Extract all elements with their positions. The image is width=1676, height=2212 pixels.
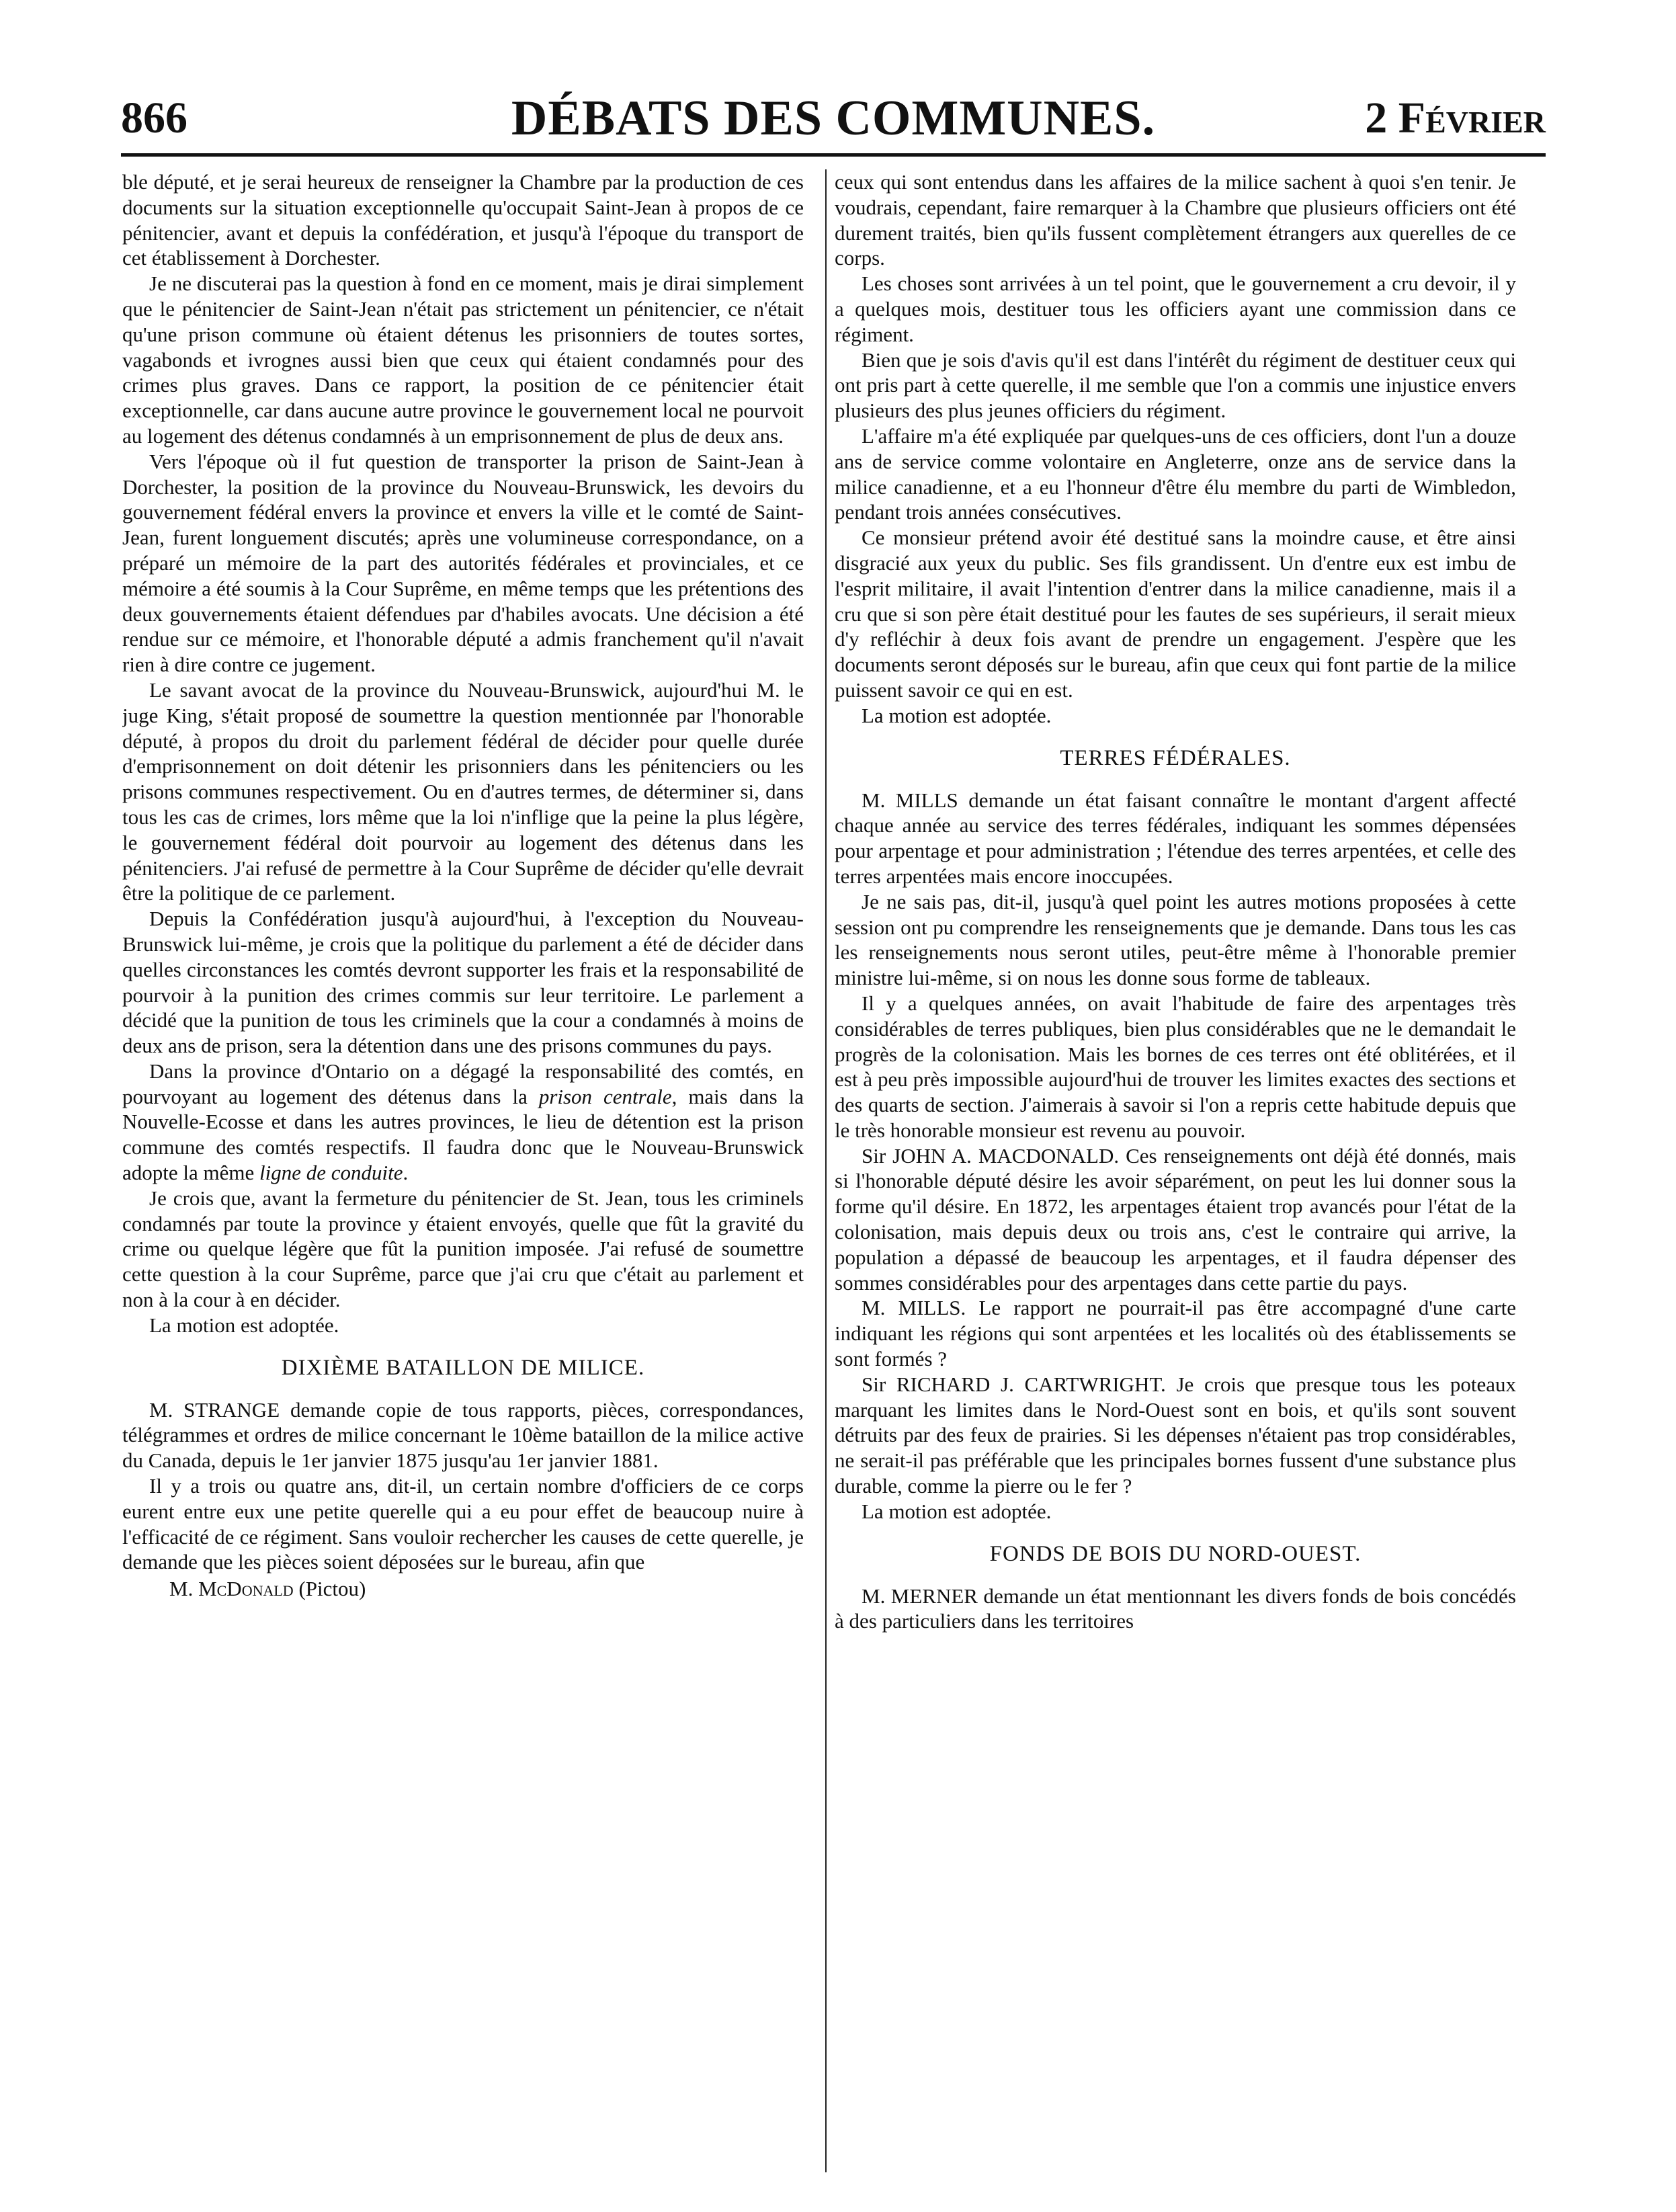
paragraph bbox=[122, 1397, 804, 1473]
italic-text: prison centrale bbox=[538, 1084, 672, 1108]
speaker-name: M. MERNER bbox=[862, 1584, 978, 1608]
paragraph bbox=[835, 1295, 1516, 1371]
text-run: demande un état mentionnant les divers fonds de bois concédés à des particuliers dans les territoires bbox=[835, 1584, 1516, 1633]
speaker-name: Sir JOHN A. MACDONALD. bbox=[862, 1143, 1120, 1168]
text-run: demande un état faisant connaître le montant d'argent affecté chaque année au service des terres fédérales, indiquant les sommes dépensées pour arpentage et pour administration ; l'étendue des terres arpentées, et celle des terres arpentées mais encore inoccupées. bbox=[835, 788, 1516, 888]
text-run: Je crois que presque tous les poteaux marquant les limites dans le Nord-Ouest sont en bois, et qu'ils sont souvent détruits par des feux de prairies. Si les dépenses n'étaient pas trop considérables, ne serait-il pas préférable que les principales bornes fussent d'une substance plus durable, comme la pierre ou le fer ? bbox=[835, 1372, 1516, 1498]
motion-adopted: La motion est adoptée. bbox=[862, 703, 1052, 727]
speaker-name: Sir RICHARD J. CARTWRIGHT. bbox=[862, 1372, 1166, 1396]
paragraph: ceux qui sont entendus dans les affaires de la milice sachent à quoi s'en tenir. Je voudrais, cependant, faire remarquer à la Chambre que plusieurs officiers ont été durement traités, bien qu'ils fussent complètement étrangers aux querelles de ce corps. bbox=[835, 170, 1516, 270]
paragraph: Vers l'époque où il fut question de transporter la prison de Saint-Jean à Dorchester, la position de la province du Nouveau-Brunswick, les devoirs du gouvernement fédéral envers la province et envers la ville et le comté de Saint-Jean, furent longuement discutés; après une volumineuse correspondance, on a préparé un mémoire de la part des autorités fédérales et provinciales, et ce mémoire a été soumis à la Cour Suprême, en même temps que les prétentions des deux gouvernements étaient défendues par d'habiles avocats. Une décision a été rendue sur ce mémoire, et l'honorable député a admis franchement qu'il n'avait rien à dire contre ce jugement. bbox=[122, 449, 804, 677]
speaker-name: M. STRANGE bbox=[149, 1397, 280, 1422]
paragraph: Ce monsieur prétend avoir été destitué sans la moindre cause, et être ainsi disgracié aux yeux du public. Ses fils grandissent. Un d'entre eux est imbu de l'esprit militaire, il avait l'intention d'entrer dans la milice canadienne, mais il a cru que si son père était destitué pour les fautes de ses supérieurs, il serait mieux d'y refléchir à deux fois avant de prendre un engagement. J'espère que les documents seront déposés sur le bureau, afin que ceux qui font partie de la milice puissent savoir ce qui en est. bbox=[835, 526, 1516, 702]
paragraph: Je ne discuterai pas la question à fond en ce moment, mais je dirai simplement que le pénitencier de Saint-Jean n'était pas strictement un pénitencier, ce n'était qu'une prison commune où étaient détenus les prisonniers de toutes sortes, vagabonds et ivrognes aussi bien que ceux qui étaient condamnés pour des crimes plus graves. Dans ce rapport, la position de ce pénitencier était exceptionnelle, car dans aucune autre province le gouvernement local ne pourvoit au logement des détenus condamnés à un emprisonnement de plus de deux ans. bbox=[122, 272, 804, 448]
motion-adopted: La motion est adoptée. bbox=[149, 1313, 339, 1337]
paragraph: Je crois que, avant la fermeture du pénitencier de St. Jean, tous les criminels condamnés par toute la province y étaient envoyés, quelle que fût la gravité du crime ou quelque légère que fût la punition imposée. J'ai refusé de soumettre cette question à la cour Suprême, parce que j'ai cru que c'était au parlement et non à la cour à en décider. bbox=[122, 1186, 804, 1312]
section-heading: TERRES FÉDÉRALES. bbox=[1060, 745, 1291, 770]
paragraph: Le savant avocat de la province du Nouveau-Brunswick, aujourd'hui M. le juge King, s'était proposé de soumettre la question mentionnée par l'honorable député, à propos du droit du parlement fédéral de décider pour quelle durée d'emprisonnement on doit détenir les prisonniers dans les pénitenciers ou les prisons communes respectivement. Ou en d'autres termes, de déterminer si, dans tous les cas de crimes, lors même que la loi n'inflige que la peine la plus légère, le gouvernement fédéral doit pourvoir au logement des détenus dans les pénitenciers. J'ai refusé de permettre à la Cour Suprême de décider qu'elle devrait être la politique de ce parlement. bbox=[122, 678, 804, 905]
speaker-name: M. McDonald bbox=[169, 1577, 294, 1601]
paragraph bbox=[835, 1584, 1516, 1635]
right-column bbox=[835, 169, 1516, 2179]
speaker-line bbox=[169, 1576, 804, 1602]
paragraph: Bien que je sois d'avis qu'il est dans l'intérêt du régiment de destituer ceux qui ont pris part à cette querelle, il me semble que l'on a commis une injustice envers plusieurs des plus jeunes officiers du régiment. bbox=[835, 347, 1516, 423]
text-run: Ces renseignements ont déjà été donnés, mais si l'honorable député désire les avoir séparément, on peut les lui donner sous la forme qu'il désire. En 1872, les arpentages étaient trop avancés pour l'état de la colonisation, mais depuis deux ou trois ans, c'est le contraire qui arrive, la population a dépassé de beaucoup les arpentages, et il faudra dépenser des sommes considérables pour des arpentages dans cette partie du pays. bbox=[835, 1143, 1516, 1295]
column-divider bbox=[825, 169, 827, 2172]
paragraph bbox=[835, 1372, 1516, 1499]
paragraph: Je ne sais pas, dit-il, jusqu'à quel point les autres motions proposées à cette session ont pu comprendre les renseignements que je demande. Dans tous les cas les renseignements nous seront utiles, peut-être même à l'honorable premier ministre lui-même, si on nous les donne sous forme de tableaux. bbox=[835, 889, 1516, 990]
page-header bbox=[121, 86, 1546, 151]
text-run: . bbox=[403, 1161, 409, 1185]
text-run: demande copie de tous rapports, pièces, correspondances, télégrammes et ordres de milice concernant le 10ème bataillon de la milice active du Canada, depuis le 1er janvier 1875 jusqu'au 1er janvier 1881. bbox=[122, 1397, 804, 1473]
text-run: , mais dans la Nouvelle-Ecosse et dans les autres provinces, le lieu de détention est la prison commune des comtés respectifs. Il faudra donc que le Nouveau-Brunswick adopte la même bbox=[122, 1084, 804, 1185]
paragraph: Il y a quelques années, on avait l'habitude de faire des arpentages très considérables de terres publiques, bien plus considérables que ne le demandait le progrès de la colonisation. Mais les bornes de ces terres ont été oblitérées, et il est à peu près impossible aujourd'hui de trouver les limites exactes des sections et des quarts de section. J'aimerais à savoir si l'on a repris cette habitude depuis que le très honorable monsieur est revenu au pouvoir. bbox=[835, 991, 1516, 1142]
page-date: 2 Février bbox=[1365, 93, 1546, 142]
speaker-name: M. MILLS. bbox=[862, 1296, 966, 1320]
paragraph bbox=[835, 788, 1516, 889]
paragraph: Depuis la Confédération jusqu'à aujourd'hui, à l'exception du Nouveau-Brunswick lui-même, je crois que la politique du parlement a été de décider dans quelles circonstances les comtés devront supporter les frais et la responsabilité de pourvoir à la punition des crimes commis sur leur territoire. Le parlement a décidé que la punition de tous les criminels que la cour a condamnés à moins de deux ans de prison, sera la détention dans une des prisons communes du pays. bbox=[122, 907, 804, 1058]
section-heading: FONDS DE BOIS DU NORD-OUEST. bbox=[989, 1541, 1361, 1566]
section-heading: DIXIÈME BATAILLON DE MILICE. bbox=[281, 1355, 645, 1380]
paragraph bbox=[122, 1059, 804, 1186]
paragraph: Les choses sont arrivées à un tel point, que le gouvernement a cru devoir, il y a quelques mois, destituer tous les officiers ayant une commission dans ce régiment. bbox=[835, 272, 1516, 346]
italic-text: ligne de conduite bbox=[259, 1161, 403, 1185]
text-run: Dans la province d'Ontario on a dégagé la responsabilité des comtés, en pourvoyant au logement des détenus dans la bbox=[122, 1059, 804, 1108]
text-run: (Pictou) bbox=[293, 1577, 366, 1601]
paragraph bbox=[835, 1143, 1516, 1296]
motion-adopted: La motion est adoptée. bbox=[862, 1499, 1052, 1523]
page-title: DÉBATS DES COMMUNES. bbox=[511, 91, 1156, 146]
speaker-name: M. MILLS bbox=[862, 788, 958, 812]
paragraph: L'affaire m'a été expliquée par quelques-uns de ces officiers, dont l'un a douze ans de service comme volontaire en Angleterre, onze ans de service dans la milice canadienne, et a eu l'honneur d'être élu membre du parti de Wimbledon, pendant trois années consécutives. bbox=[835, 423, 1516, 524]
left-column bbox=[122, 169, 804, 2179]
text-run: Le rapport ne pourrait-il pas être accompagné d'une carte indiquant les régions qui sont arpentées et les localités où des établissements se sont formés ? bbox=[835, 1296, 1516, 1371]
header-rule bbox=[121, 153, 1546, 157]
paragraph: Il y a trois ou quatre ans, dit-il, un certain nombre d'officiers de ce corps eurent entre eux une petite querelle qui a eu pour effet de beaucoup nuire à l'efficacité de ce régiment. Sans vouloir rechercher les causes de cette querelle, je demande que les pièces soient déposées sur le bureau, afin que bbox=[122, 1474, 804, 1574]
paragraph: ble député, et je serai heureux de renseigner la Chambre par la production de ces documents sur la situation exceptionnelle qu'occupait Saint-Jean à propos de ce pénitencier, avant et depuis la confédération, et jusqu'à l'époque du transport de cet établissement à Dorchester. bbox=[122, 170, 804, 270]
page-number: 866 bbox=[121, 93, 187, 142]
